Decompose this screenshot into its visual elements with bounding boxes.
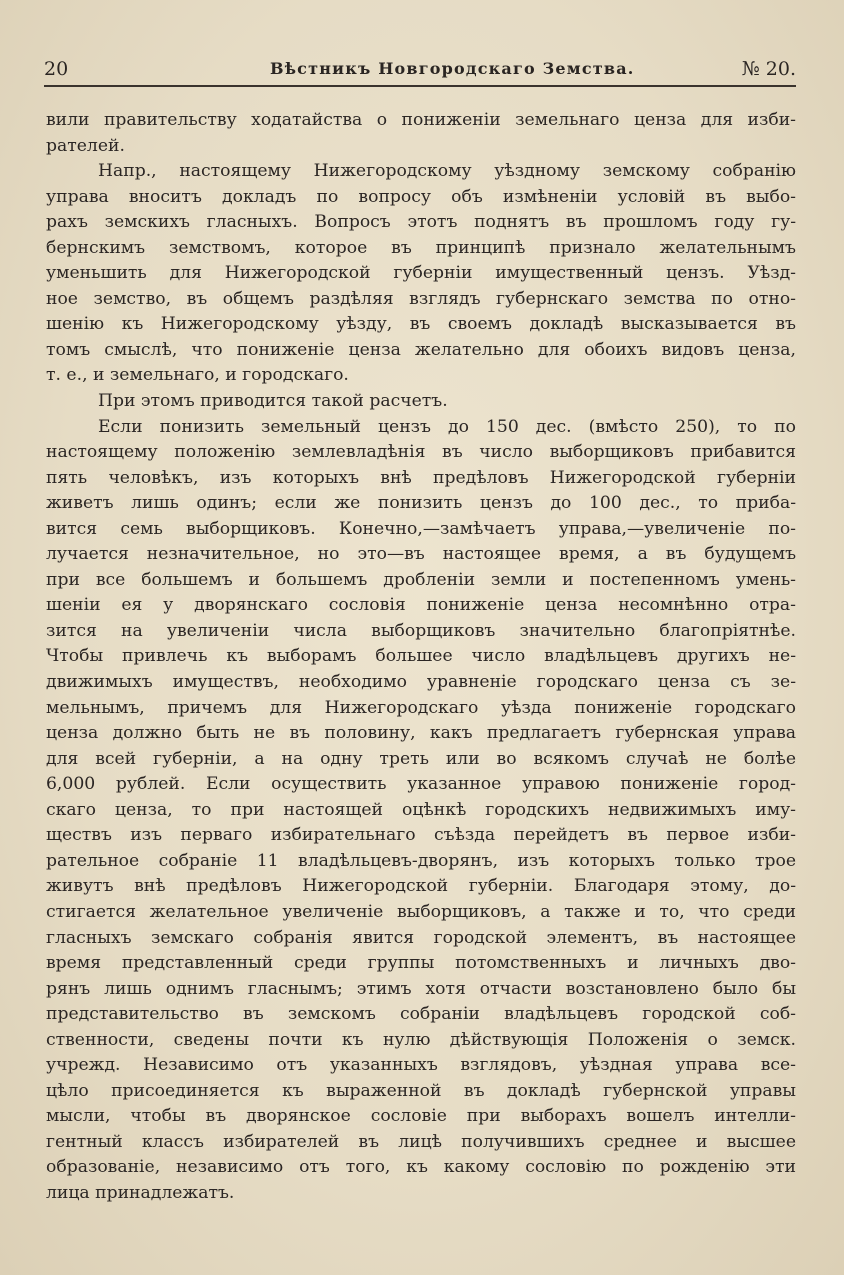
text-line: уменьшить для Нижегородской губерніи имущественный цензъ. Уѣзд-: [46, 263, 796, 284]
text-line: гласныхъ земскаго собранія явится городской элементъ, въ настоящее: [46, 927, 796, 948]
text-line: гентный классъ избирателей въ лицѣ получившихъ среднее и высшее: [46, 1131, 796, 1152]
text-line: Если понизить земельный цензъ до 150 дес. (вмѣсто 250), то по: [98, 416, 796, 437]
text-line: томъ смыслѣ, что пониженіе ценза желательно для обоихъ видовъ ценза,: [46, 339, 796, 360]
text-line: живутъ внѣ предѣловъ Нижегородской губерніи. Благодаря этому, до-: [46, 876, 796, 897]
text-line: время представленный среди группы потомственныхъ и личныхъ дво-: [46, 953, 796, 974]
text-line: рахъ земскихъ гласныхъ. Вопросъ этотъ поднятъ въ прошломъ году гу-: [46, 212, 796, 233]
text-line: ственности, сведены почти къ нулю дѣйствующія Положенія о земск.: [46, 1029, 796, 1050]
header-rule: [44, 85, 796, 87]
text-line: настоящему положенію землевладѣнія въ число выборщиковъ прибавится: [46, 442, 796, 463]
text-line: лица принадлежатъ.: [46, 1182, 235, 1203]
text-line: шенію къ Нижегородскому уѣзду, въ своемъ докладѣ высказывается въ: [46, 314, 796, 335]
paragraph: [46, 389, 796, 415]
text-line: вили правительству ходатайства о пониженіи земельнаго ценза для изби-: [46, 110, 796, 130]
text-line: лучается незначительное, но это—въ настоящее время, а въ будущемъ: [46, 544, 796, 565]
text-line: мельнымъ, причемъ для Нижегородскаго уѣзда пониженіе городскаго: [46, 697, 796, 718]
issue-number: № 20.: [741, 58, 796, 80]
running-head: [44, 58, 796, 84]
paragraph: [46, 415, 796, 1207]
text-line: рательное собраніе 11 владѣльцевъ-дворянъ, изъ которыхъ только трое: [46, 850, 796, 871]
text-line: цѣло присоединяется къ выраженной въ докладѣ губернской управы: [46, 1080, 796, 1101]
text-line: скаго ценза, то при настоящей оцѣнкѣ городскихъ недвижимыхъ иму-: [46, 799, 796, 820]
text-line: т. е., и земельнаго, и городскаго.: [46, 365, 349, 386]
text-line: для всей губерніи, а на одну треть или во всякомъ случаѣ не болѣе: [46, 748, 796, 769]
text-line: управа вноситъ докладъ по вопросу объ измѣненіи условій въ выбо-: [46, 186, 796, 207]
text-line: При этомъ приводится такой расчетъ.: [98, 391, 448, 412]
text-line: стигается желательное увеличеніе выборщиковъ, а также и то, что среди: [46, 901, 796, 922]
journal-title: Вѣстникъ Новгородскаго Земства.: [270, 59, 635, 78]
text-line: ное земство, въ общемъ раздѣляя взглядъ губернскаго земства по отно-: [46, 288, 796, 309]
text-line: Чтобы привлечь къ выборамъ большее число владѣльцевъ другихъ не-: [46, 646, 796, 667]
text-line: Напр., настоящему Нижегородскому уѣздному земскому собранію: [98, 161, 796, 182]
text-line: учрежд. Независимо отъ указанныхъ взглядовъ, уѣздная управа все-: [46, 1055, 796, 1076]
text-line: образованіе, независимо отъ того, къ какому сословію по рожденію эти: [46, 1157, 796, 1178]
text-line: ществъ изъ перваго избирательнаго съѣзда перейдетъ въ первое изби-: [46, 825, 796, 846]
text-line: бернскимъ земствомъ, которое въ принципѣ признало желательнымъ: [46, 237, 796, 258]
text-line: рателей.: [46, 135, 125, 156]
text-line: пять человѣкъ, изъ которыхъ внѣ предѣловъ Нижегородской губерніи: [46, 467, 796, 488]
text-line: зится на увеличеніи числа выборщиковъ значительно благопріятнѣе.: [46, 620, 796, 641]
text-line: движимыхъ имуществъ, необходимо уравненіе городскаго ценза съ зе-: [46, 672, 796, 693]
body-text: [46, 108, 796, 1207]
text-line: ценза должно быть не въ половину, какъ предлагаетъ губернская управа: [46, 723, 796, 744]
text-line: мысли, чтобы въ дворянское сословіе при выборахъ вошелъ интелли-: [46, 1106, 796, 1127]
text-line: рянъ лишь однимъ гласнымъ; этимъ хотя отчасти возстановлено было бы: [46, 978, 796, 999]
paragraph: [46, 108, 796, 159]
text-line: представительство въ земскомъ собраніи владѣльцевъ городской соб-: [46, 1004, 796, 1025]
text-line: шеніи ея у дворянскаго сословія пониженіе ценза несомнѣнно отра-: [46, 595, 796, 616]
text-line: живетъ лишь одинъ; если же понизить цензъ до 100 дес., то приба-: [46, 493, 796, 514]
text-line: вится семь выборщиковъ. Конечно,—замѣчаетъ управа,—увеличеніе по-: [46, 518, 796, 539]
paragraph: [46, 159, 796, 389]
text-line: 6,000 рублей. Если осуществить указанное управою пониженіе город-: [46, 774, 796, 795]
page-number: 20: [44, 58, 69, 80]
text-line: при все большемъ и большемъ дробленіи земли и постепенномъ умень-: [46, 569, 796, 590]
